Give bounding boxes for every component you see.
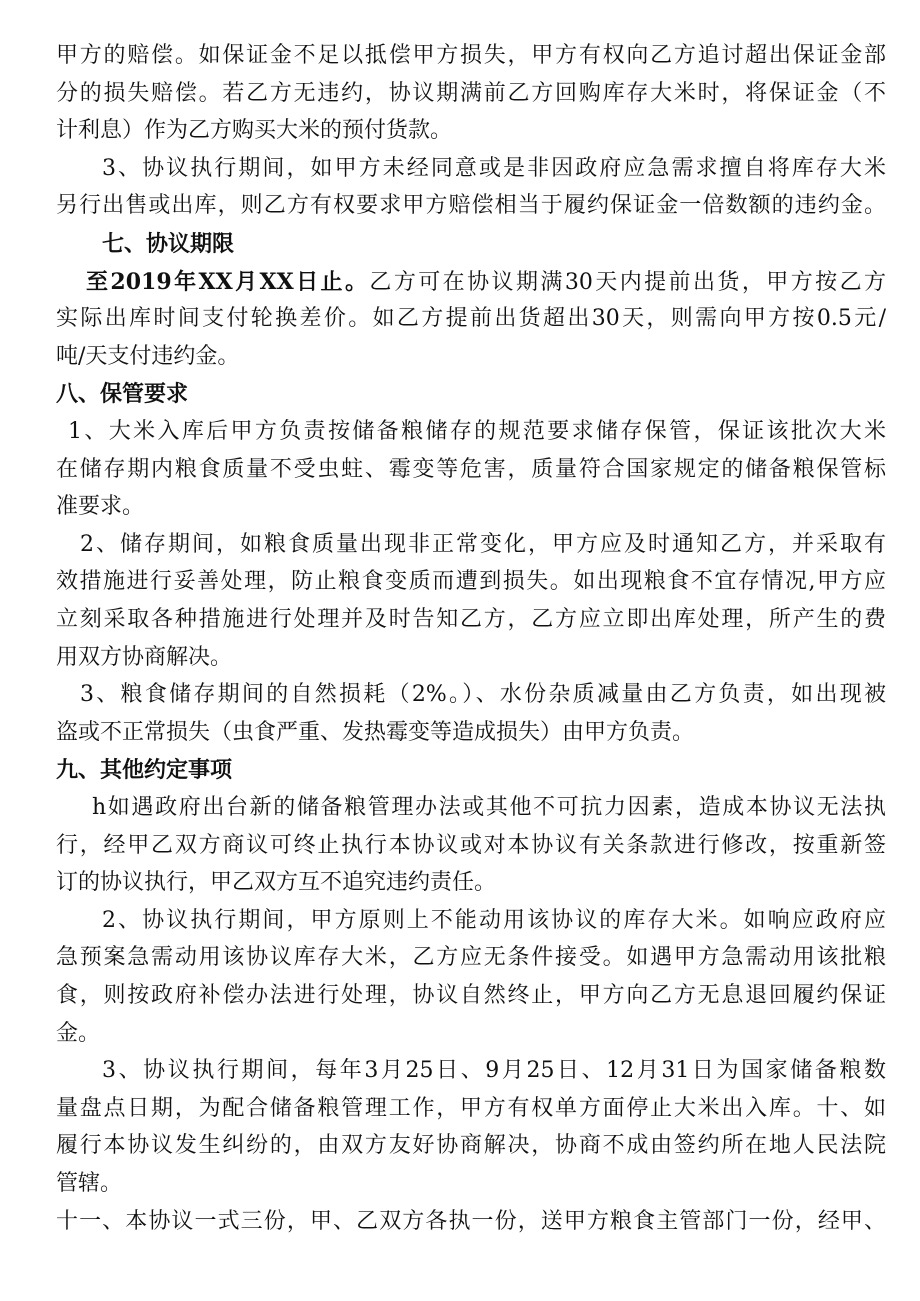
text-line: 在储存期内粮食质量不受虫蛀、霉变等危害，质量符合国家规定的储备粮保管标 bbox=[56, 456, 886, 482]
text-line: 管辖。 bbox=[56, 1171, 123, 1196]
text-line: 2、协议执行期间，甲方原则上不能动用该协议的库存大米。如响应政府应 bbox=[102, 907, 886, 933]
text-line: h如遇政府出台新的储备粮管理办法或其他不可抗力因素，造成本协议无法执 bbox=[92, 795, 886, 820]
text-line: 3、粮食储存期间的自然损耗（2%。）、水份杂质减量由乙方负责，如出现被 bbox=[80, 682, 886, 708]
text-line: 3、协议执行期间，每年3月25日、9月25日、12月31日为国家储备粮数 bbox=[102, 1058, 886, 1084]
text-line: 计利息）作为乙方购买大米的预付货款。 bbox=[56, 118, 453, 144]
text-line: 分的损失赔偿。若乙方无违约，协议期满前乙方回购库存大米时，将保证金（不 bbox=[56, 80, 886, 106]
text-line: 1、大米入库后甲方负责按储备粮储存的规范要求储存保管，保证该批次大米 bbox=[68, 419, 886, 444]
line-remainder-text: 乙方可在协议期满30天内提前出货，甲方按乙方 bbox=[369, 269, 886, 295]
text-line: 3、协议执行期间，如甲方未经同意或是非因政府应急需求擅自将库存大米 bbox=[102, 155, 886, 181]
text-line: 食，则按政府补偿办法进行处理，协议自然终止，甲方向乙方无息退回履约保证 bbox=[56, 983, 886, 1008]
text-line: 十一、本协议一式三份，甲、乙双方各执一份，送甲方粮食主管部门一份，经甲、 bbox=[56, 1208, 886, 1234]
text-line: 立刻采取各种措施进行处理并及时告知乙方，乙方应立即出库处理，所产生的费 bbox=[56, 607, 886, 632]
text-line: 另行出售或出库，则乙方有权要求甲方赔偿相当于履约保证金一倍数额的违约金。 bbox=[56, 193, 886, 219]
text-line: 急预案急需动用该协议库存大米，乙方应无条件接受。如遇甲方急需动用该批粮 bbox=[56, 945, 886, 971]
text-line: 行，经甲乙双方商议可终止执行本协议或对本协议有关条款进行修改，按重新签 bbox=[56, 832, 886, 858]
text-line: 金。 bbox=[56, 1020, 101, 1046]
text-line: 用双方协商解决。 bbox=[56, 644, 233, 670]
bold-term-text: 至2019年XX月XX日止。 bbox=[86, 268, 370, 295]
text-line: 准要求。 bbox=[56, 494, 145, 520]
text-line: 订的协议执行，甲乙双方互不追究违约责任。 bbox=[56, 870, 497, 896]
text-line bbox=[86, 262, 886, 302]
text-line: 吨/天支付违约金。 bbox=[56, 343, 240, 369]
text-line: 量盘点日期，为配合储备粮管理工作，甲方有权单方面停止大米出入库。十、如 bbox=[56, 1095, 886, 1121]
section-heading: 七、协议期限 bbox=[102, 231, 235, 257]
text-line: 盗或不正常损失（虫食严重、发热霉变等造成损失）由甲方负责。 bbox=[56, 719, 695, 745]
section-heading: 八、保管要求 bbox=[56, 381, 189, 408]
text-line: 实际出库时间支付轮换差价。如乙方提前出货超出30天，则需向甲方按0.5元/ bbox=[56, 306, 886, 332]
text-line: 甲方的赔偿。如保证金不足以抵偿甲方损失，甲方有权向乙方追讨超出保证金部 bbox=[56, 43, 886, 68]
text-line: 履行本协议发生纠纷的，由双方友好协商解决，协商不成由签约所在地人民法院 bbox=[56, 1133, 886, 1159]
text-line: 效措施进行妥善处理，防止粮食变质而遭到损失。如出现粮食不宜存情况,甲方应 bbox=[56, 569, 886, 595]
section-heading: 九、其他约定事项 bbox=[56, 757, 233, 784]
text-line: 2、储存期间，如粮食质量出现非正常变化，甲方应及时通知乙方，并采取有 bbox=[80, 531, 886, 557]
